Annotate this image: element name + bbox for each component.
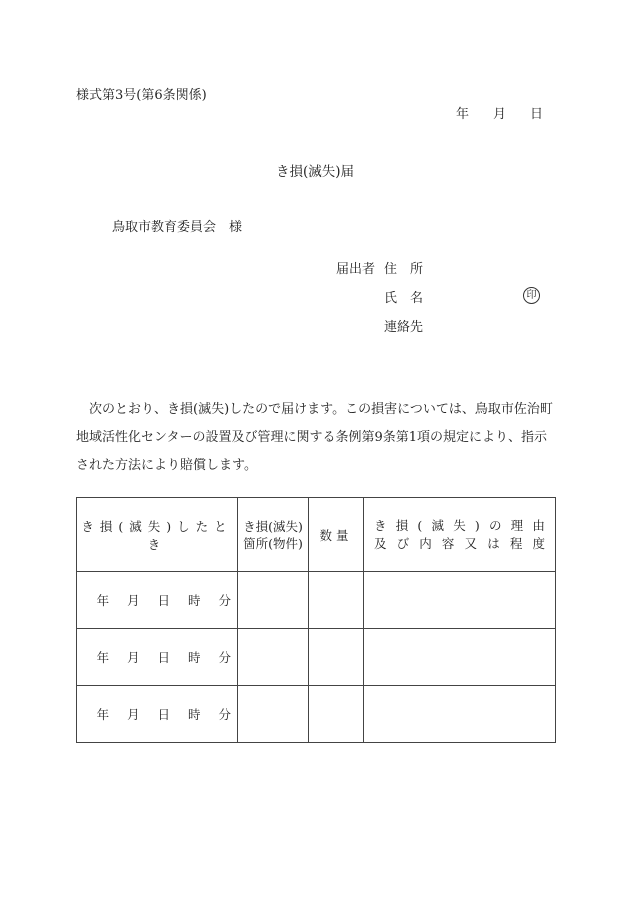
reason-cell[interactable]: [364, 572, 556, 629]
header-reason-char: 容: [441, 535, 455, 551]
header-reason-char: 又: [464, 535, 478, 551]
table-row: [77, 629, 556, 686]
header-reason-char: 失: [453, 517, 466, 533]
header-reason-char: 及: [374, 535, 387, 551]
header-reason-char: 滅: [431, 517, 444, 533]
date-line: [456, 103, 543, 122]
declaration-paragraph: 次のとおり、き損(滅失)したので届けます。この損害については、鳥取市佐治町地域活性化センターの設置及び管理に関する条例第9条第1項の規定により、指示された方法により賠償します。: [76, 402, 553, 473]
reason-cell[interactable]: [364, 629, 556, 686]
quantity-cell[interactable]: [309, 686, 364, 743]
header-reason-char: き: [374, 517, 387, 533]
incident-table: [76, 497, 556, 743]
seal-mark: 印: [523, 287, 540, 304]
place-cell[interactable]: [238, 686, 309, 743]
submitter-label: 届出者: [336, 262, 376, 277]
address-label: 住 所: [384, 262, 424, 277]
datetime-cell[interactable]: 年 月 日 時 分: [77, 686, 238, 743]
addressee: 鳥取市教育委員会 様: [112, 220, 243, 235]
header-reason: [364, 498, 556, 572]
header-place-line1: き損(滅失): [243, 518, 303, 534]
document-title: き損(滅失)届: [275, 164, 355, 180]
quantity-cell[interactable]: [309, 572, 364, 629]
header-reason-char: ): [474, 517, 480, 533]
contact-label: 連絡先: [384, 320, 424, 335]
header-reason-line2: [374, 535, 545, 553]
datetime-cell[interactable]: 年 月 日 時 分: [77, 572, 238, 629]
datetime-cell[interactable]: 年 月 日 時 分: [77, 629, 238, 686]
header-reason-char: び: [396, 535, 410, 551]
header-reason-char: は: [487, 535, 500, 551]
place-cell[interactable]: [238, 572, 309, 629]
header-reason-line1: [374, 517, 545, 535]
header-reason-char: 度: [532, 535, 545, 551]
date-day-label: 日: [530, 107, 544, 122]
reason-cell[interactable]: [364, 686, 556, 743]
header-place-line2: 箇所(物件): [243, 535, 303, 551]
header-reason-char: 内: [419, 535, 432, 551]
name-label: 氏 名: [384, 291, 424, 306]
date-year-label: 年: [456, 107, 470, 122]
table-row: [77, 686, 556, 743]
header-reason-char: (: [417, 517, 423, 533]
header-reason-char: 程: [509, 535, 523, 551]
date-month-label: 月: [493, 107, 507, 122]
header-reason-char: の: [488, 517, 502, 533]
header-reason-char: 理: [510, 517, 524, 533]
header-quantity: 数量: [309, 498, 364, 572]
header-reason-char: 損: [395, 517, 409, 533]
table-header-row: [77, 498, 556, 572]
place-cell[interactable]: [238, 629, 309, 686]
header-place: [238, 498, 309, 572]
table-row: [77, 572, 556, 629]
header-reason-char: 由: [532, 517, 545, 533]
header-when: き損(滅失)したとき: [77, 498, 238, 572]
form-number: 様式第3号(第6条関係): [76, 88, 207, 103]
quantity-cell[interactable]: [309, 629, 364, 686]
